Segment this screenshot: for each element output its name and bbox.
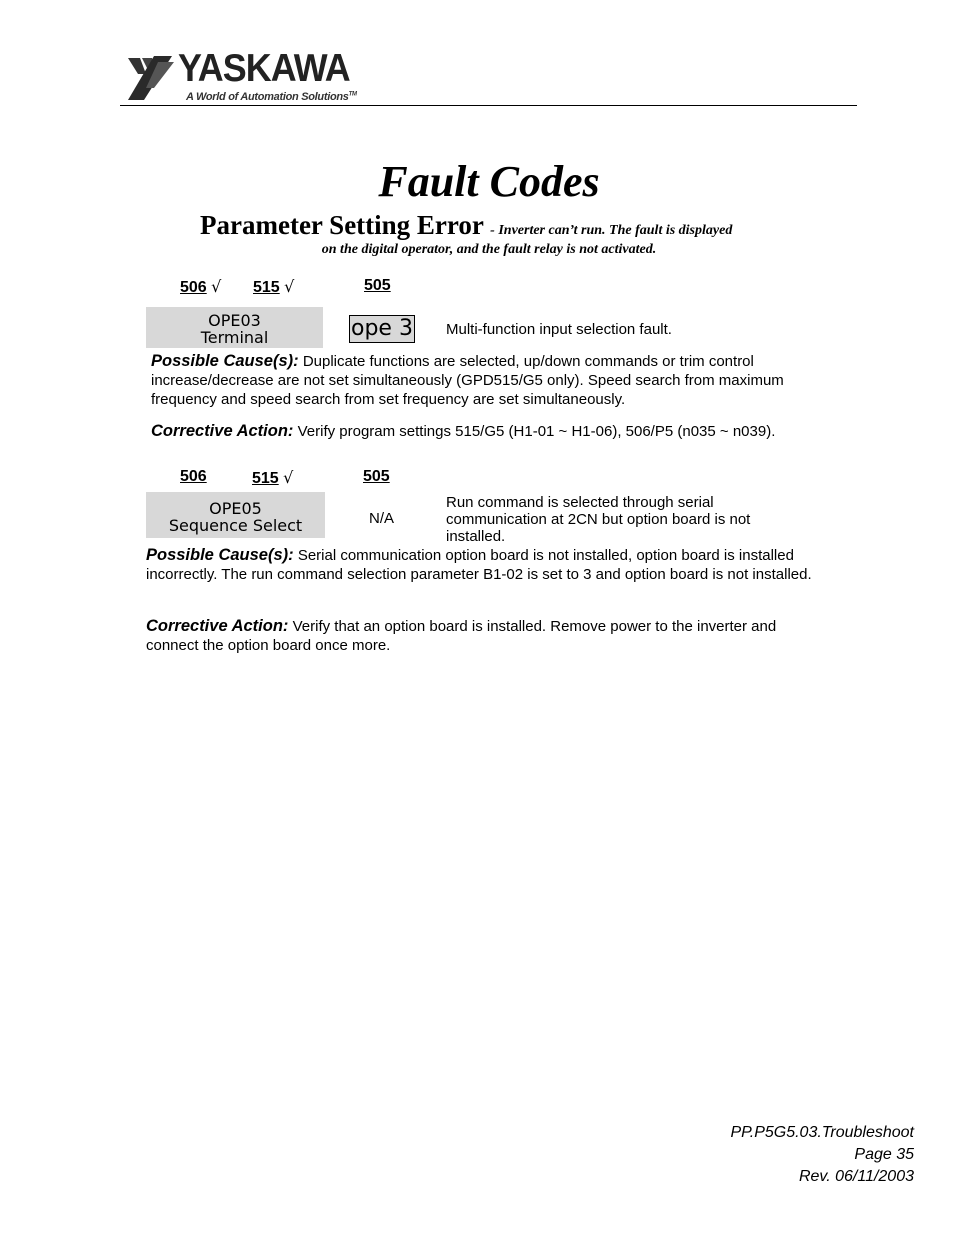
fault1-name: Terminal (200, 328, 269, 347)
fault1-possible-cause: Possible Cause(s): Duplicate functions are selected, up/down commands or trim control increase/decrease are not set simultaneously (GPD515/G5 only). Speed search from maximum frequency and speed search from set frequency are set simultaneously. (151, 352, 784, 408)
fault2-col-506: 506 (180, 468, 207, 485)
subtitle-note-line2: on the digital operator, and the fault relay is not activated. (321, 242, 657, 257)
header-divider (120, 105, 857, 106)
fault1-display: ope 3 (351, 316, 413, 341)
page-title: Fault Codes (378, 157, 600, 206)
fault1-col-505: 505 (364, 277, 391, 294)
check-icon: √ (284, 277, 295, 296)
footer-page-number: Page 35 (854, 1146, 914, 1163)
fault1-code-box (146, 307, 323, 348)
footer-doc-id: PP.P5G5.03.Troubleshoot (730, 1124, 914, 1141)
fault2-col-515: 515 √ (252, 468, 294, 487)
fault2-description: Run command is selected through serial communication at 2CN but option board is not installed. (446, 494, 751, 545)
subtitle-main: Parameter Setting Error (200, 210, 484, 240)
fault1-description: Multi-function input selection fault. (446, 321, 672, 338)
fault2-possible-cause: Possible Cause(s): Serial communication option board is not installed, option board is installed incorrectly. The run command selection parameter B1-02 is set to 3 and option board is not installed. (146, 546, 812, 583)
subtitle-note: - Inverter can’t run. The fault is displayed (490, 223, 733, 238)
check-icon: √ (211, 277, 222, 296)
brand-name: YASKAWA (178, 47, 350, 90)
fault2-code-box (146, 492, 325, 538)
fault2-name: Sequence Select (168, 516, 303, 535)
fault1-col-506: 506 √ (180, 277, 222, 296)
fault1-col-515: 515 √ (253, 277, 295, 296)
fault1-corrective-action: Corrective Action: Verify program settings 515/G5 (H1-01 ~ H1-06), 506/P5 (n035 ~ n039). (151, 422, 776, 440)
footer-revision: Rev. 06/11/2003 (798, 1168, 914, 1185)
fault2-corrective-action: Corrective Action: Verify that an option board is installed. Remove power to the inverter and connect the option board once more. (146, 617, 777, 654)
page-footer (730, 1122, 914, 1188)
fault2-display: N/A (369, 510, 395, 527)
fault1-code: OPE03 (208, 311, 261, 330)
yaskawa-logo-icon (124, 52, 176, 102)
fault2-code: OPE05 (209, 499, 262, 518)
brand-tagline: A World of Automation Solutions™ (186, 91, 357, 103)
fault2-col-505: 505 (363, 468, 390, 485)
check-icon: √ (283, 468, 294, 487)
